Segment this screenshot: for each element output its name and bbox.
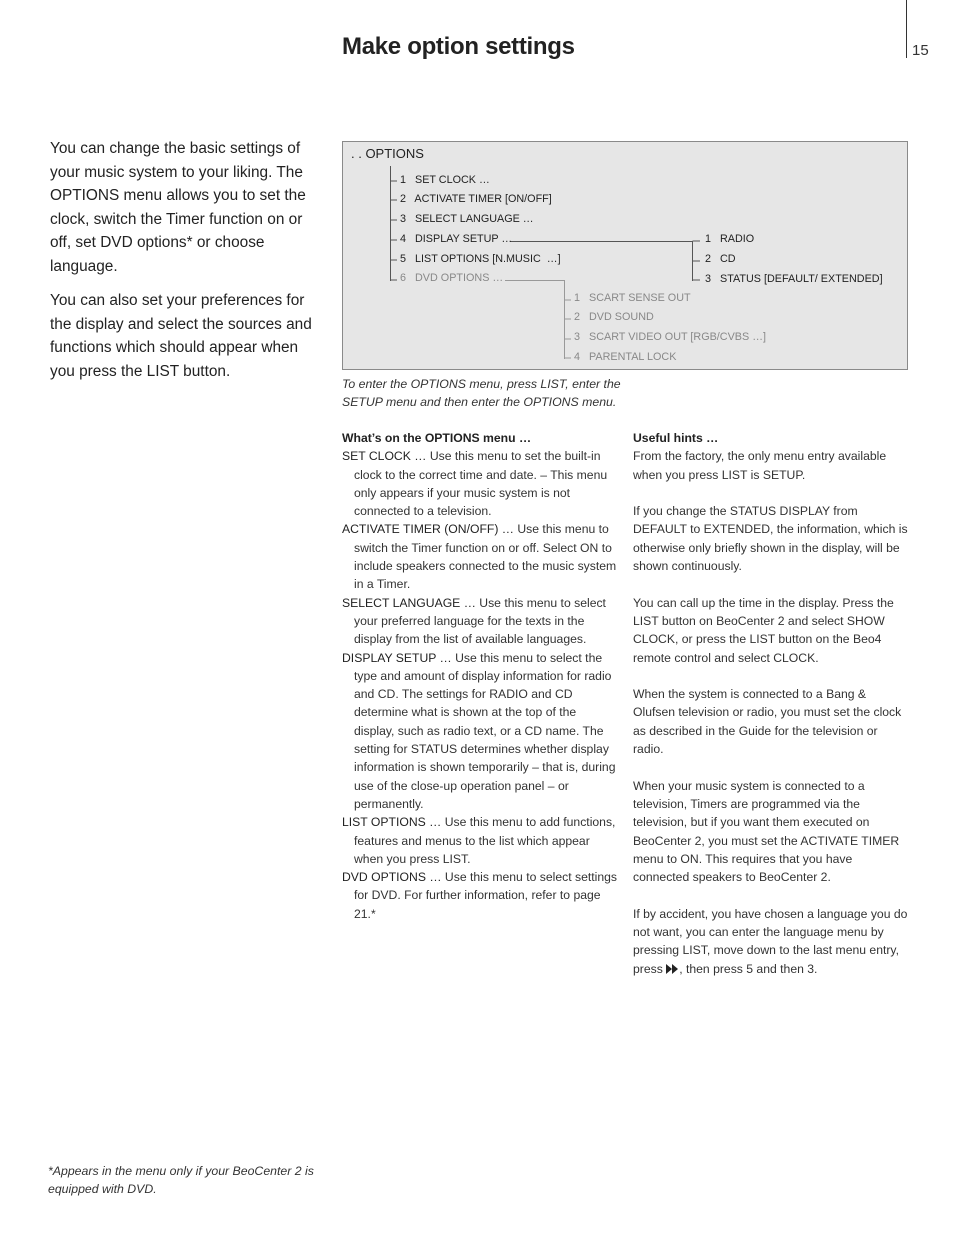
- options-description-heading: What’s on the OPTIONS menu …: [342, 431, 532, 445]
- submenu-item-status: 3 STATUS [DEFAULT/ EXTENDED]: [705, 273, 883, 285]
- hint-paragraph: When the system is connected to a Bang & Olufsen television or radio, you must set the clock as described in the Guide for the television or radio.: [633, 687, 902, 757]
- options-description-column: [342, 429, 618, 923]
- footnote: *Appears in the menu only if your BeoCenter 2 is equipped with DVD.: [48, 1164, 314, 1196]
- entry-dvd-options: [342, 868, 618, 923]
- submenu-item-radio: 1 RADIO: [705, 233, 755, 245]
- page-number: 15: [912, 42, 929, 59]
- submenu-item-parental-lock: 4 PARENTAL LOCK: [574, 351, 677, 363]
- entry-set-clock: [342, 447, 618, 520]
- menu-item-select-language: 3 SELECT LANGUAGE …: [400, 213, 534, 225]
- options-menu-title: . . OPTIONS: [351, 146, 424, 161]
- fast-forward-icon: [666, 961, 679, 979]
- useful-hints-column: [633, 429, 911, 997]
- entry-term: SET CLOCK …: [342, 449, 427, 464]
- entry-display-setup: [342, 649, 618, 814]
- hint-paragraph: When your music system is connected to a television, Timers are programmed via the television, but if you want them executed on BeoCenter 2, you must set the ACTIVATE TIMER menu to ON. This requires that you have connected speakers to BeoCenter 2.: [633, 778, 900, 885]
- menu-item-set-clock: 1 SET CLOCK …: [400, 174, 490, 186]
- entry-text: Use this menu to set the built-in clock to the correct time and date. – This menu only appears if your music system is not connected to a television.: [354, 449, 608, 519]
- menu-item-display-setup: 4 DISPLAY SETUP …: [400, 233, 513, 245]
- menu-item-dvd-options: 6 DVD OPTIONS …: [400, 272, 504, 284]
- menu-caption: To enter the OPTIONS menu, press LIST, enter the SETUP menu and then enter the OPTIONS menu.: [342, 377, 621, 409]
- menu-item-activate-timer: 2 ACTIVATE TIMER [ON/OFF]: [400, 193, 552, 205]
- entry-text: Use this menu to switch the Timer function on or off. Select ON to include speakers connected to the music system in a Timer.: [354, 522, 617, 592]
- entry-text: Use this menu to select settings for DVD. For further information, refer to page 21.*: [354, 870, 617, 921]
- entry-text: Use this menu to select the type and amount of display information for radio and CD. The settings for RADIO and CD determine what is shown at the top of the display, such as radio text, or a CD name. The setting for STATUS determines whether display information is shown temporarily – that is, during use of the close-up operation panel – or permanently.: [354, 650, 616, 811]
- menu-item-list-options: 5 LIST OPTIONS [N.MUSIC …]: [400, 253, 561, 265]
- hint-text: , then press 5 and then 3.: [679, 961, 818, 976]
- page-title: Make option settings: [342, 33, 575, 60]
- submenu-item-cd: 2 CD: [705, 253, 736, 265]
- submenu-item-scart-sense-out: 1 SCART SENSE OUT: [574, 292, 691, 304]
- submenu-item-dvd-sound: 2 DVD SOUND: [574, 311, 654, 323]
- entry-list-options: [342, 813, 618, 868]
- entry-select-language: [342, 594, 618, 649]
- entry-term: LIST OPTIONS …: [342, 815, 442, 830]
- entry-term: SELECT LANGUAGE …: [342, 595, 476, 610]
- entry-term: ACTIVATE TIMER (ON/OFF) …: [342, 522, 514, 537]
- hint-paragraph: From the factory, the only menu entry available when you press LIST is SETUP.: [633, 449, 887, 482]
- entry-term: DVD OPTIONS …: [342, 870, 442, 885]
- entry-text: Use this menu to add functions, features and menus to the list which appear when you press LIST.: [354, 815, 616, 866]
- hint-text: If by accident, you have chosen a language you do not want, you can enter the language menu by pressing LIST, move down to the last menu entry, press: [633, 906, 908, 976]
- entry-activate-timer: [342, 520, 618, 593]
- hint-language-recovery: [633, 905, 911, 979]
- hint-paragraph: You can call up the time in the display. Press the LIST button on BeoCenter 2 and select SHOW CLOCK, or press the LIST button on the Beo4 remote control and select CLOCK.: [633, 595, 894, 665]
- intro-paragraph-2: You can also set your preferences for the display and select the sources and functions which should appear when you press the LIST button.: [50, 292, 312, 380]
- hint-paragraph: If you change the STATUS DISPLAY from DEFAULT to EXTENDED, the information, which is otherwise only briefly shown in the display, will be shown continuously.: [633, 504, 908, 574]
- submenu-item-scart-video-out: 3 SCART VIDEO OUT [RGB/CVBS …]: [574, 331, 766, 343]
- entry-text: Use this menu to select your preferred language for the texts in the display from the list of available languages.: [354, 595, 606, 647]
- useful-hints-heading: Useful hints …: [633, 431, 719, 445]
- intro-paragraph-1: You can change the basic settings of your music system to your liking. The OPTIONS menu allows you to set the clock, switch the Timer function on or off, set DVD options* or choose language.: [50, 140, 306, 275]
- entry-term: DISPLAY SETUP …: [342, 650, 452, 665]
